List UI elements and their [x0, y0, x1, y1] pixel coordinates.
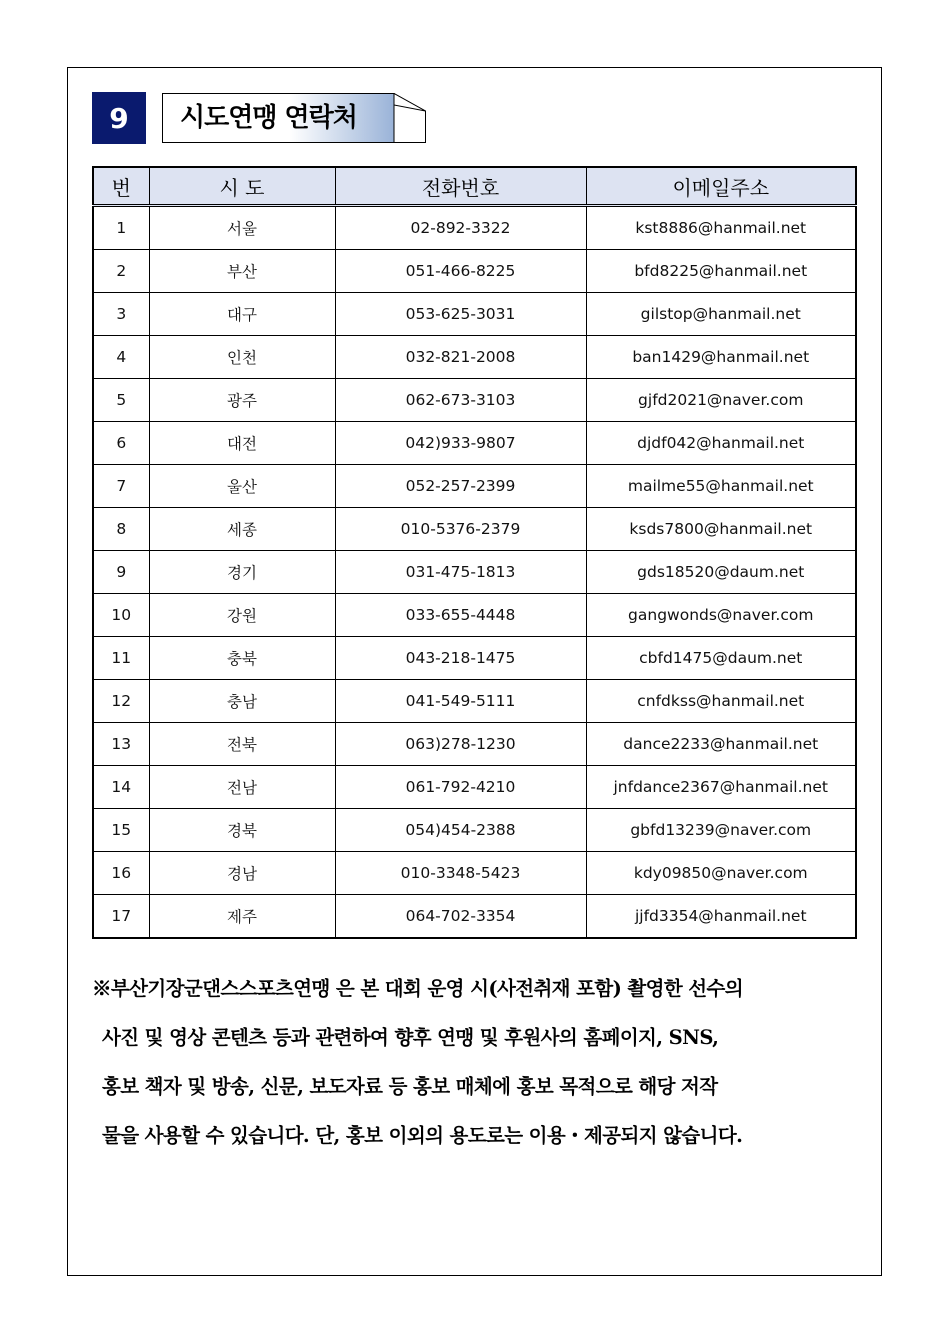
cell-phone: 010-3348-5423 [335, 852, 586, 895]
header-region: 시 도 [149, 167, 335, 206]
cell-phone: 063)278-1230 [335, 723, 586, 766]
header-number: 번 [93, 167, 149, 206]
cell-number: 5 [93, 379, 149, 422]
cell-number: 7 [93, 465, 149, 508]
cell-number: 15 [93, 809, 149, 852]
table-row [93, 766, 856, 809]
table-row [93, 637, 856, 680]
table-row [93, 508, 856, 551]
cell-email: cbfd1475@daum.net [586, 637, 856, 680]
header-phone: 전화번호 [335, 167, 586, 206]
cell-number: 8 [93, 508, 149, 551]
section-number: 9 [109, 101, 129, 135]
cell-email: kst8886@hanmail.net [586, 206, 856, 250]
cell-region: 세종 [149, 508, 335, 551]
cell-number: 4 [93, 336, 149, 379]
cell-region: 대전 [149, 422, 335, 465]
contacts-table [92, 166, 857, 939]
cell-phone: 062-673-3103 [335, 379, 586, 422]
cell-region: 경기 [149, 551, 335, 594]
cell-number: 1 [93, 206, 149, 250]
cell-phone: 010-5376-2379 [335, 508, 586, 551]
cell-email: mailme55@hanmail.net [586, 465, 856, 508]
cell-region: 인천 [149, 336, 335, 379]
cell-phone: 053-625-3031 [335, 293, 586, 336]
cell-number: 12 [93, 680, 149, 723]
cell-region: 경남 [149, 852, 335, 895]
notice-line: 홍보 책자 및 방송, 신문, 보도자료 등 홍보 매체에 홍보 목적으로 해당 저작 [102, 1075, 718, 1098]
table-row [93, 895, 856, 939]
section-title: 시도연맹 연락처 [180, 103, 357, 133]
cell-email: kdy09850@naver.com [586, 852, 856, 895]
cell-email: jjfd3354@hanmail.net [586, 895, 856, 939]
notice-line: 물을 사용할 수 있습니다. 단, 홍보 이외의 용도로는 이용・제공되지 않습니다. [102, 1124, 743, 1147]
cell-email: ksds7800@hanmail.net [586, 508, 856, 551]
cell-number: 6 [93, 422, 149, 465]
table-row [93, 293, 856, 336]
cell-number: 3 [93, 293, 149, 336]
cell-region: 광주 [149, 379, 335, 422]
cell-phone: 032-821-2008 [335, 336, 586, 379]
cell-phone: 052-257-2399 [335, 465, 586, 508]
table-row [93, 379, 856, 422]
usage-notice [92, 964, 862, 1160]
table-header-row [93, 167, 856, 206]
cell-email: bfd8225@hanmail.net [586, 250, 856, 293]
cell-phone: 033-655-4448 [335, 594, 586, 637]
cell-number: 14 [93, 766, 149, 809]
cell-phone: 064-702-3354 [335, 895, 586, 939]
table-row [93, 594, 856, 637]
section-title-box [162, 93, 426, 143]
cell-number: 2 [93, 250, 149, 293]
cell-number: 16 [93, 852, 149, 895]
cell-phone: 02-892-3322 [335, 206, 586, 250]
section-number-badge [92, 92, 146, 144]
table-row [93, 336, 856, 379]
notice-line: 사진 및 영상 콘텐츠 등과 관련하여 향후 연맹 및 후원사의 홈페이지, SNS, [102, 1026, 719, 1049]
cell-region: 부산 [149, 250, 335, 293]
cell-region: 경북 [149, 809, 335, 852]
notice-line: ※부산기장군댄스스포츠연맹 은 본 대회 운영 시(사전취재 포함) 촬영한 선수의 [92, 977, 744, 1000]
cell-email: gjfd2021@naver.com [586, 379, 856, 422]
cell-phone: 054)454-2388 [335, 809, 586, 852]
cell-email: gds18520@daum.net [586, 551, 856, 594]
cell-phone: 042)933-9807 [335, 422, 586, 465]
cell-number: 11 [93, 637, 149, 680]
cell-phone: 051-466-8225 [335, 250, 586, 293]
cell-email: gangwonds@naver.com [586, 594, 856, 637]
cell-email: djdf042@hanmail.net [586, 422, 856, 465]
table-row [93, 206, 856, 250]
cell-region: 전북 [149, 723, 335, 766]
cell-region: 서울 [149, 206, 335, 250]
table-row [93, 422, 856, 465]
table-row [93, 551, 856, 594]
cell-number: 10 [93, 594, 149, 637]
cell-phone: 041-549-5111 [335, 680, 586, 723]
cell-email: gilstop@hanmail.net [586, 293, 856, 336]
cell-phone: 061-792-4210 [335, 766, 586, 809]
cell-email: cnfdkss@hanmail.net [586, 680, 856, 723]
cell-email: ban1429@hanmail.net [586, 336, 856, 379]
table-row [93, 852, 856, 895]
cell-region: 제주 [149, 895, 335, 939]
table-row [93, 723, 856, 766]
cell-region: 충북 [149, 637, 335, 680]
table-row [93, 250, 856, 293]
table-row [93, 809, 856, 852]
cell-number: 17 [93, 895, 149, 939]
cell-email: jnfdance2367@hanmail.net [586, 766, 856, 809]
cell-phone: 043-218-1475 [335, 637, 586, 680]
cell-number: 13 [93, 723, 149, 766]
cell-region: 전남 [149, 766, 335, 809]
cell-region: 충남 [149, 680, 335, 723]
table-row [93, 465, 856, 508]
header-email: 이메일주소 [586, 167, 856, 206]
cell-region: 강원 [149, 594, 335, 637]
cell-email: gbfd13239@naver.com [586, 809, 856, 852]
table-row [93, 680, 856, 723]
cell-phone: 031-475-1813 [335, 551, 586, 594]
cell-region: 울산 [149, 465, 335, 508]
cell-region: 대구 [149, 293, 335, 336]
cell-number: 9 [93, 551, 149, 594]
cell-email: dance2233@hanmail.net [586, 723, 856, 766]
